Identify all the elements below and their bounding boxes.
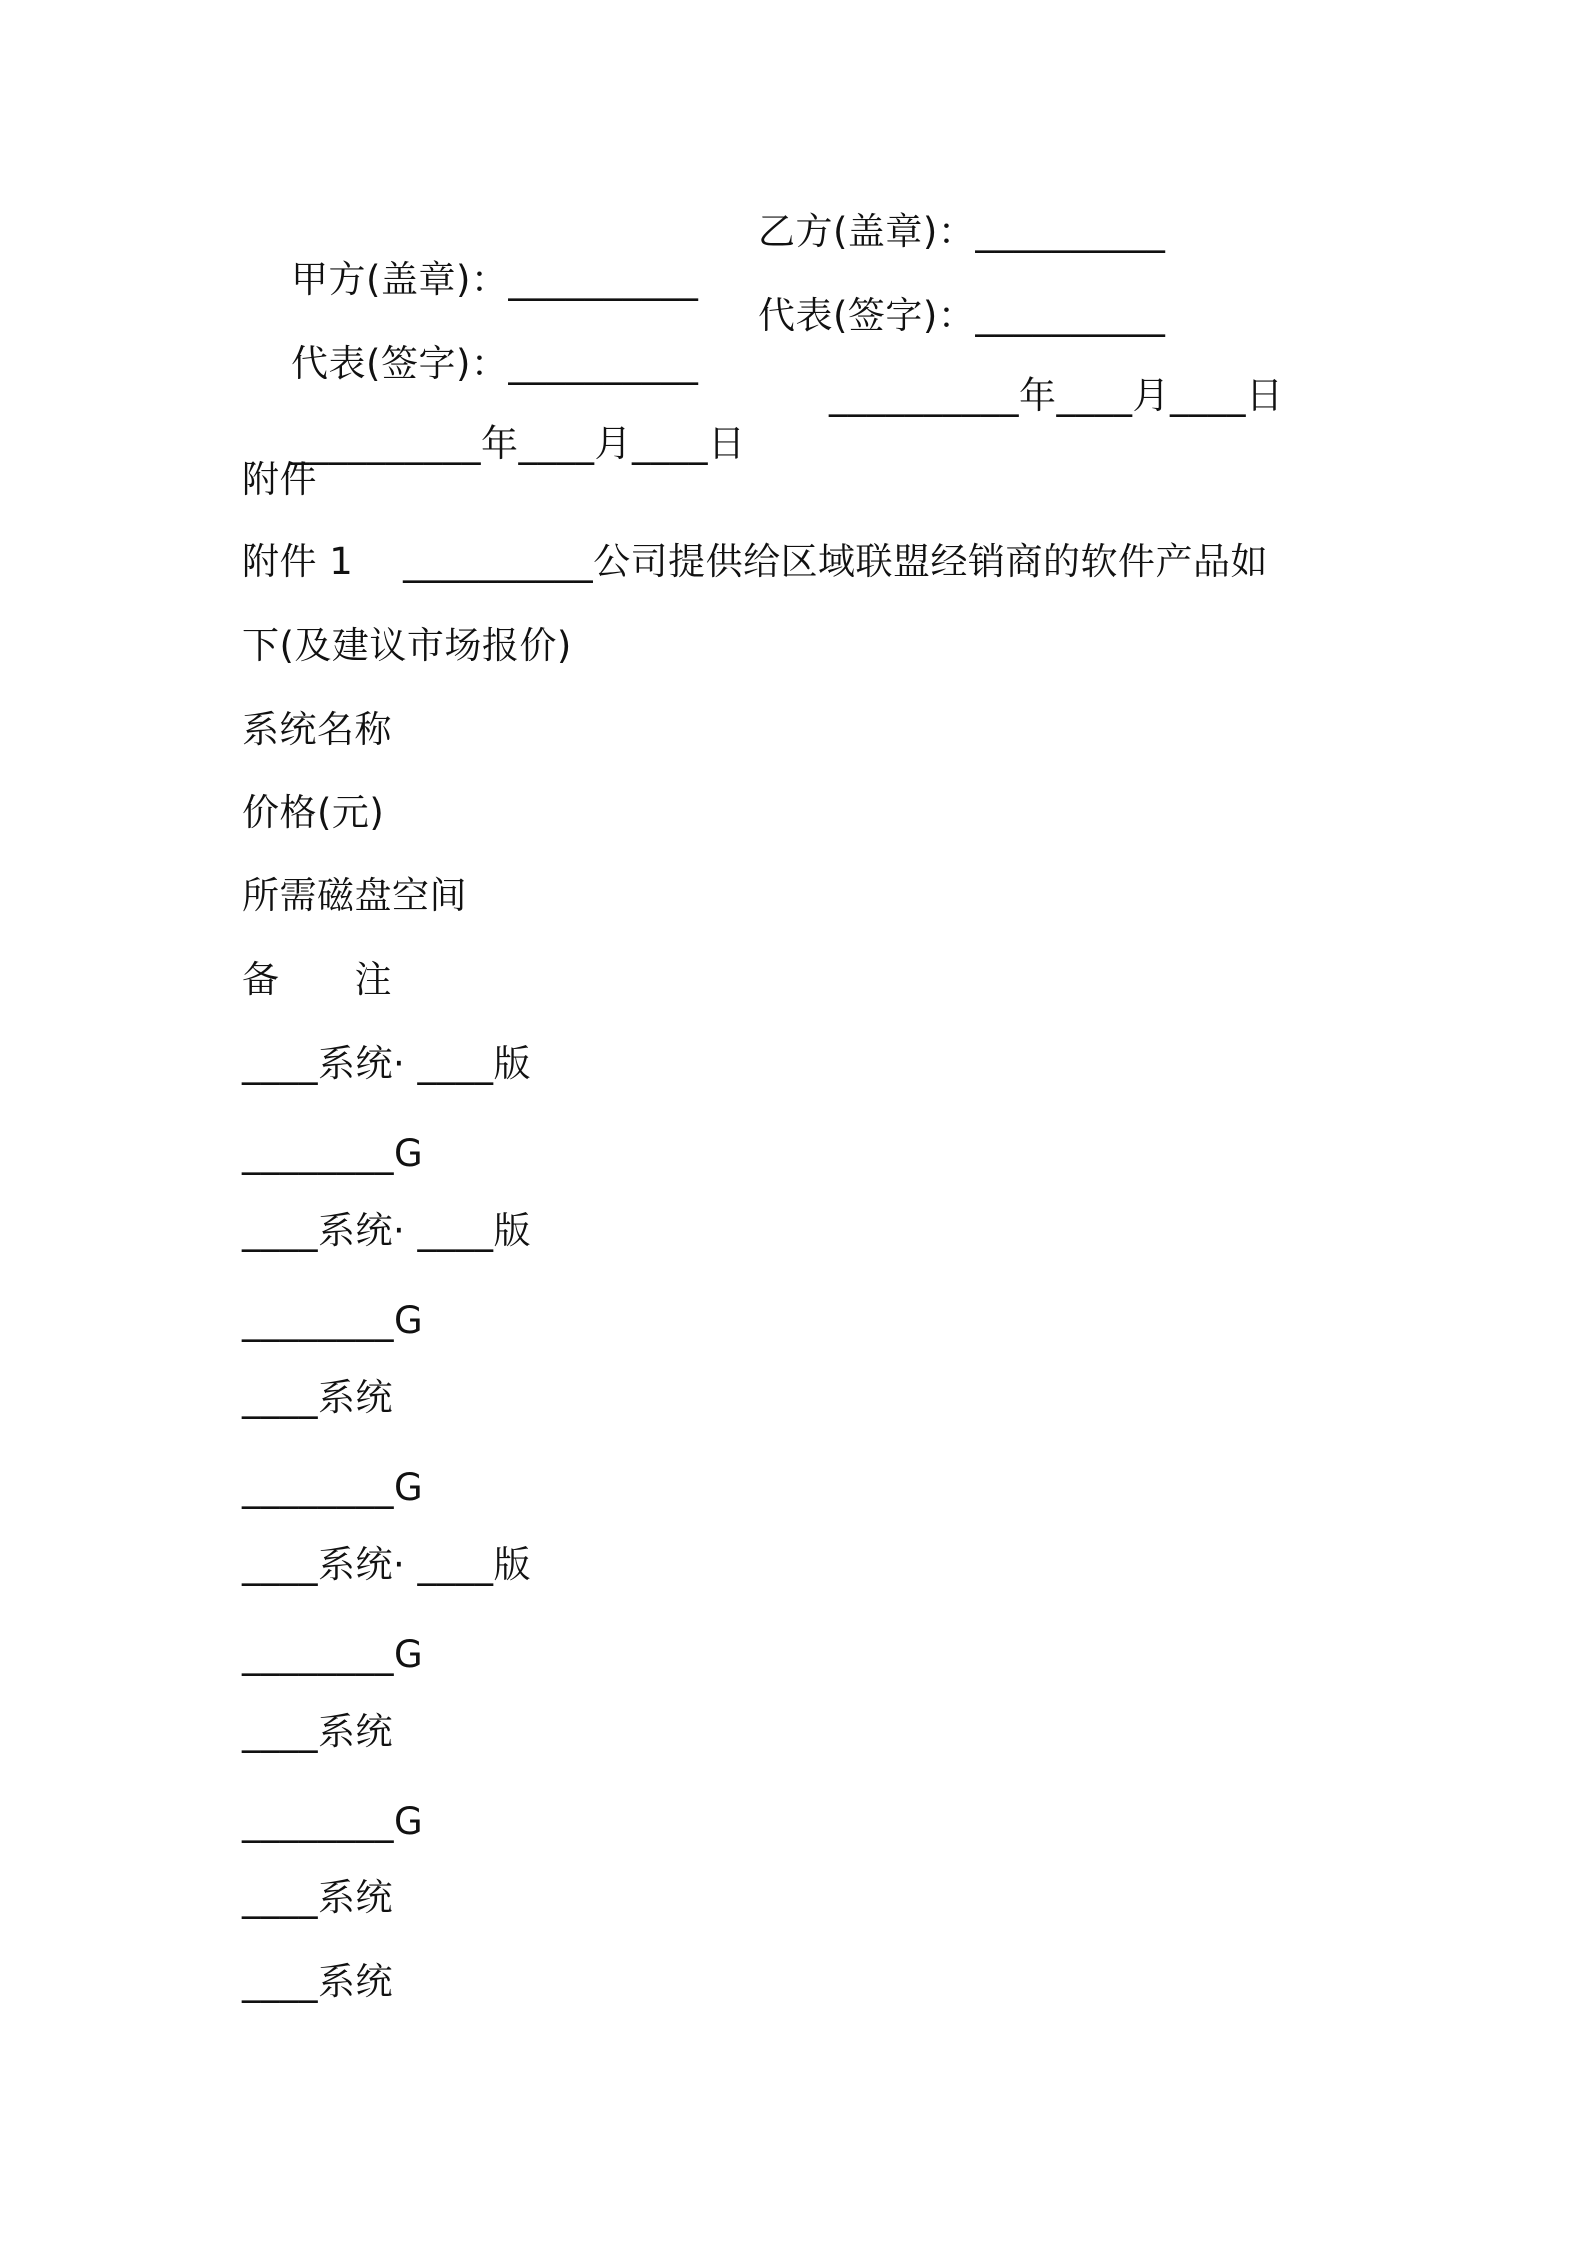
header-remarks: 备 注	[242, 958, 392, 1001]
date-b-field: __________年____月____日	[829, 374, 1284, 417]
rep-a-sign-field: 代表(签字)：__________	[291, 342, 699, 385]
row-item: ____系统	[242, 1876, 393, 1919]
row-item: ____系统· ____版	[242, 1543, 532, 1586]
date-a-field: __________年____月____日	[291, 422, 746, 465]
rep-b-sign-field: 代表(签字)：__________	[758, 294, 1166, 337]
row-item: ________G	[242, 1800, 424, 1843]
row-item: ____系统· ____版	[242, 1042, 532, 1085]
row-item: ________G	[242, 1466, 424, 1509]
header-price: 价格(元)	[242, 791, 385, 834]
row-item: ________G	[242, 1633, 424, 1676]
attachment-title-line-1: 附件 1 __________公司提供给区域联盟经销商的软件产品如	[242, 540, 1269, 583]
attachment-title-line-2: 下(及建议市场报价)	[242, 624, 572, 667]
row-item: ____系统	[242, 1710, 393, 1753]
row-item: ____系统	[242, 1960, 393, 2003]
party-b-seal-field: 乙方(盖章)：__________	[758, 210, 1166, 253]
row-item: ____系统· ____版	[242, 1209, 532, 1252]
header-system-name: 系统名称	[242, 708, 392, 751]
row-item: ________G	[242, 1132, 424, 1175]
attachment-heading: 附件	[242, 458, 317, 501]
header-disk-space: 所需磁盘空间	[242, 874, 467, 917]
row-item: ________G	[242, 1299, 424, 1342]
party-a-seal-field: 甲方(盖章)：__________	[291, 258, 699, 301]
row-item: ____系统	[242, 1376, 393, 1419]
